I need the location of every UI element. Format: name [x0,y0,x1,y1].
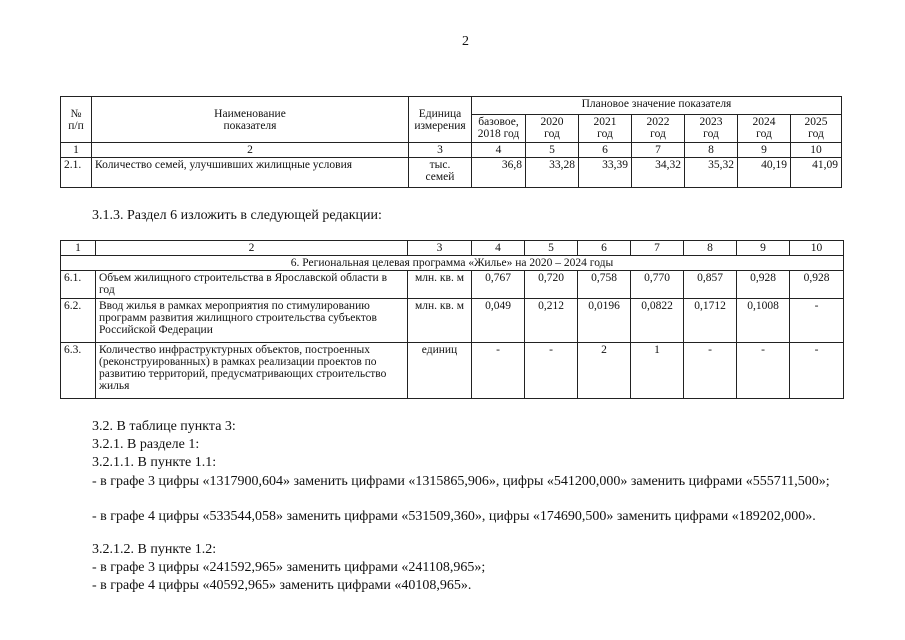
col-number: 10 [790,241,844,256]
col-number: 10 [791,143,842,158]
col-number: 4 [472,241,525,256]
header-year: 2022 год [632,115,685,143]
row-value: - [737,343,790,399]
row-num: 2.1. [61,158,92,188]
row-num: 6.1. [61,271,96,299]
row-unit: тыс. семей [409,158,472,188]
text-line: - в графе 4 цифры «40592,965» заменить цифрами «40108,965». [92,578,472,593]
row-value: 1 [631,343,684,399]
table-row [61,158,842,188]
row-value: 0,770 [631,271,684,299]
col-number: 3 [409,143,472,158]
row-value: - [472,343,525,399]
row-value: 0,720 [525,271,578,299]
row-value: 33,39 [579,158,632,188]
section-title: 6. Региональная целевая программа «Жилье» на 2020 – 2024 годы [61,256,844,271]
col-number: 1 [61,143,92,158]
text-line: 3.2.1. В разделе 1: [92,437,200,452]
header-year: 2021 год [579,115,632,143]
row-value: 0,928 [737,271,790,299]
col-number: 5 [525,241,578,256]
col-number: 2 [92,143,409,158]
indicator-table [60,96,842,188]
col-number: 8 [685,143,738,158]
row-value: - [684,343,737,399]
row-value: 0,928 [790,271,844,299]
row-num: 6.2. [61,299,96,343]
row-name: Количество семей, улучшивших жилищные условия [92,158,409,188]
row-value: 0,049 [472,299,525,343]
text-line: - в графе 3 цифры «241592,965» заменить цифрами «241108,965»; [92,560,486,575]
col-number: 5 [526,143,579,158]
header-year: базовое, 2018 год [472,115,526,143]
row-value: 0,0196 [578,299,631,343]
page-number: 2 [462,34,469,49]
row-value: 33,28 [526,158,579,188]
header-num: № п/п [61,97,92,143]
header-year: 2024 год [738,115,791,143]
row-unit: млн. кв. м [408,271,472,299]
col-number: 7 [632,143,685,158]
col-number: 6 [579,143,632,158]
row-name: Количество инфраструктурных объектов, построенных (реконструированных) в рамках реализации проектов по развитию территорий, предусматривающих строительство жилья [96,343,408,399]
text-paragraph: - в графе 4 цифры «533544,058» заменить цифрами «531509,360», цифры «174690,500» заменить цифрами «189202,000». [92,509,816,524]
header-unit: Единица измерения [409,97,472,143]
row-value: 2 [578,343,631,399]
header-year: 2023 год [685,115,738,143]
row-value: - [790,299,844,343]
text-line: 3.2. В таблице пункта 3: [92,419,236,434]
table-row [61,343,844,399]
row-value: 0,1008 [737,299,790,343]
text-line: 3.2.1.2. В пункте 1.2: [92,542,217,557]
row-value: 0,1712 [684,299,737,343]
row-value: - [790,343,844,399]
row-value: - [525,343,578,399]
col-number: 2 [96,241,408,256]
col-number: 6 [578,241,631,256]
row-name: Объем жилищного строительства в Ярославской области в год [96,271,408,299]
row-name: Ввод жилья в рамках мероприятия по стимулированию программ развития жилищного строительства субъектов Российской Федерации [96,299,408,343]
text-paragraph: - в графе 3 цифры «1317900,604» заменить цифрами «1315865,906», цифры «541200,000» заменить цифрами «555711,500»; [92,474,830,489]
header-year: 2025 год [791,115,842,143]
header-planned: Плановое значение показателя [472,97,842,115]
text-line: 3.2.1.1. В пункте 1.1: [92,455,217,470]
row-value: 0,767 [472,271,525,299]
col-number: 3 [408,241,472,256]
row-value: 36,8 [472,158,526,188]
row-value: 35,32 [685,158,738,188]
header-name: Наименование показателя [92,97,409,143]
row-value: 40,19 [738,158,791,188]
section6-table [60,240,844,399]
col-number: 4 [472,143,526,158]
table-row [61,299,844,343]
row-value: 0,0822 [631,299,684,343]
col-number: 1 [61,241,96,256]
header-year: 2020 год [526,115,579,143]
row-value: 0,758 [578,271,631,299]
row-value: 41,09 [791,158,842,188]
table-row [61,271,844,299]
row-value: 34,32 [632,158,685,188]
row-unit: млн. кв. м [408,299,472,343]
paragraph-3-1-3: 3.1.3. Раздел 6 изложить в следующей редакции: [92,208,382,223]
row-num: 6.3. [61,343,96,399]
row-unit: единиц [408,343,472,399]
col-number: 9 [737,241,790,256]
row-value: 0,212 [525,299,578,343]
row-value: 0,857 [684,271,737,299]
col-number: 7 [631,241,684,256]
col-number: 9 [738,143,791,158]
col-number: 8 [684,241,737,256]
